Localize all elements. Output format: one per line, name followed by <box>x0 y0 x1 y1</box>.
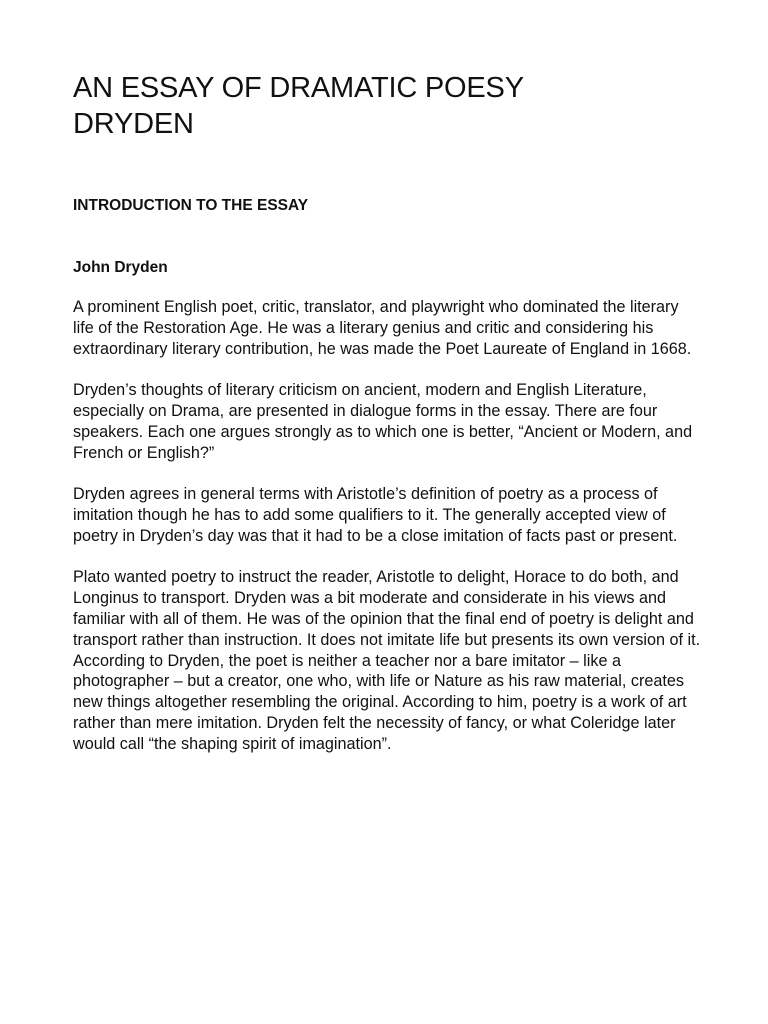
paragraph-criticism: Dryden’s thoughts of literary criticism on ancient, modern and English Literature, especially on Drama, are presented in dialogue forms in the essay. There are four speakers. Each one argues strongly as to which one is better, “Ancient or Modern, and French or English?” <box>73 381 693 462</box>
author-heading: John Dryden <box>73 259 168 276</box>
document-body <box>73 297 703 775</box>
paragraph-aristotle: Dryden agrees in general terms with Aristotle’s definition of poetry as a process of imitation though he has to add some qualifiers to it. The generally accepted view of poetry in Dryden’s day was that it had to be a close imitation of facts past or present. <box>73 485 678 545</box>
title-line-2: DRYDEN <box>73 108 194 140</box>
document-page <box>73 70 703 753</box>
document-title <box>73 70 703 142</box>
paragraph-poetry-purpose: Plato wanted poetry to instruct the reader, Aristotle to delight, Horace to do both, and Longinus to transport. Dryden was a bit moderate and considerate in his views and familiar with all of them. He was of the opinion that the final end of poetry is delight and transport rather than instruction. It does not imitate life but presents its own version of it. According to Dryden, the poet is neither a teacher nor a bare imitator – like a photographer – but a creator, one who, with life or Nature as his raw material, creates new things altogether resembling the original. According to him, poetry is a work of art rather than mere imitation. Dryden felt the necessity of fancy, or what Coleridge later would call “the shaping spirit of imagination”. <box>73 568 701 753</box>
paragraph-intro: A prominent English poet, critic, translator, and playwright who dominated the literary life of the Restoration Age. He was a literary genius and critic and considering his extraordinary literary contribution, he was made the Poet Laureate of England in 1668. <box>73 298 692 358</box>
title-line-1: AN ESSAY OF DRAMATIC POESY <box>73 72 524 104</box>
section-heading: INTRODUCTION TO THE ESSAY <box>73 197 309 214</box>
